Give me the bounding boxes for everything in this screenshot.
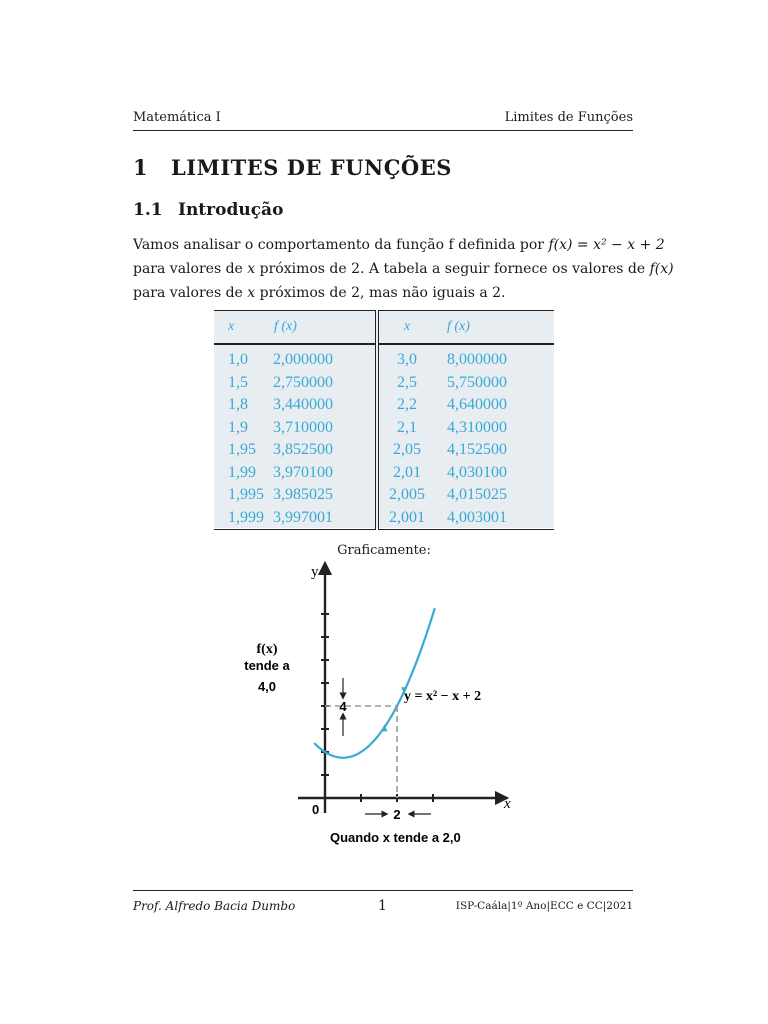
paragraph-text: Vamos analisar o comportamento da função f definida por [133,237,549,253]
header-rule [133,130,633,131]
paragraph-line-3 [133,281,635,305]
table-cell: 2,000000 [273,344,377,372]
table-cell: 2,005 [389,486,425,504]
table-cell: 8,000000 [447,351,507,369]
function-curve [314,608,435,758]
table-row [214,439,554,462]
table-row [214,484,554,507]
table-row [214,507,554,530]
subsection-title-text: Introdução [178,200,284,220]
left-note-line-1: f(x) [256,642,278,657]
intro-paragraph [133,233,674,305]
table-cell: 2,750000 [273,372,377,395]
x-tick-label: 2 [393,807,401,822]
left-note-line-2: tende a [244,658,290,673]
origin-label: 0 [312,802,320,817]
table-cell: 1,999 [214,507,273,530]
table-header-x-left: x [214,311,273,345]
footer-author: Prof. Alfredo Bacia Dumbo [133,899,296,913]
table-cell: 3,0 [397,351,417,369]
function-graph [240,560,530,850]
paragraph-text: para valores de [133,261,248,277]
page-number: 1 [378,898,387,914]
table-cell: 4,152500 [447,441,507,459]
graph-labels [244,564,511,845]
table-row [214,417,554,440]
table-cell: 4,015025 [447,486,507,504]
table-cell: 3,997001 [273,507,377,530]
paragraph-text: para valores de [133,285,248,301]
table-header-fx-left: f (x) [273,311,377,345]
table-cell: 1,995 [228,486,264,504]
table-cell: 2,01 [393,463,421,481]
table-cell: 3,440000 [273,394,377,417]
running-header-left: Matemática I [133,110,221,125]
paragraph-line-2 [133,257,674,281]
table-row [214,394,554,417]
paragraph-text: próximos de 2. A tabela a seguir fornece os valores de [255,261,650,277]
section-title-text: LIMITES DE FUNÇÕES [171,155,452,180]
table-cell: 4,310000 [447,418,507,436]
table-cell: 2,5 [397,373,417,391]
running-header-right: Limites de Funções [504,110,633,125]
table-header-fx-right: f (x) [435,311,554,345]
footer-institution: ISP-Caála|1º Ano|ECC e CC|2021 [455,900,633,912]
math-variable: x [247,285,256,301]
table-cell: 1,95 [228,441,256,459]
table-cell: 1,99 [228,463,256,481]
table-row [214,462,554,485]
table-cell: 1,9 [228,418,248,436]
table-cell: 2,2 [397,396,417,414]
paragraph-line-1 [133,233,665,257]
table-row [214,344,554,372]
section-number: 1 [133,155,149,180]
section-title [133,155,452,180]
table-cell: 5,750000 [447,373,507,391]
table-cell: 2,001 [377,507,435,530]
subsection-title [133,200,283,220]
y-tick-label: 4 [339,699,347,714]
left-note-line-3: 4,0 [257,679,277,694]
table-cell: 3,710000 [273,417,377,440]
subsection-number: 1.1 [133,200,163,220]
table-cell: 2,05 [393,441,421,459]
y-axis-label: y [311,564,319,580]
table-cell: 1,5 [228,373,248,391]
table-cell: 1,0 [228,351,248,369]
table-cell: 3,985025 [273,484,377,507]
bottom-note: Quando x tende a 2,0 [330,830,461,845]
table-cell: 1,8 [228,396,248,414]
table-header-x-right: x [377,311,435,345]
math-variable: x [247,261,256,277]
curve-label: y = x² − x + 2 [404,689,482,704]
function-formula: f(x) = x² − x + 2 [548,237,665,253]
table-header-row [214,311,554,345]
values-table-figure [214,310,554,528]
table-row [214,372,554,395]
footer-rule [133,890,633,891]
table-cell: 3,852500 [273,439,377,462]
paragraph-text: próximos de 2, mas não iguais a 2. [255,285,506,301]
x-axis-label: x [504,796,511,812]
table-cell: 2,1 [397,418,417,436]
table-cell: 4,640000 [447,396,507,414]
table-cell: 4,003001 [435,507,554,530]
graph-caption: Graficamente: [337,543,431,558]
table-cell: 4,030100 [447,463,507,481]
table-cell: 3,970100 [273,462,377,485]
math-expression: f(x) [649,261,674,277]
values-table [214,310,554,530]
